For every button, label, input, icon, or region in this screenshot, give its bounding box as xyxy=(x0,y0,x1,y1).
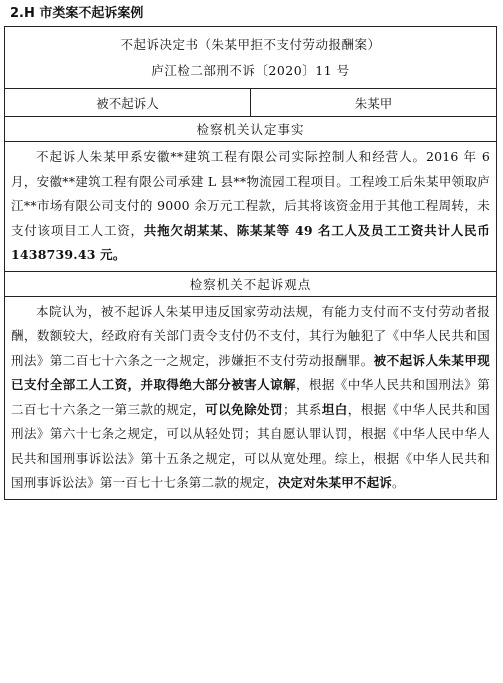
document-title: 不起诉决定书（朱某甲拒不支付劳动报酬案） xyxy=(120,37,381,52)
facts-cell xyxy=(5,142,497,272)
opinion-text-4: ，根据《中华人民共和国刑法》第六十七条之规定，可以从轻处罚；其自愿认罪认罚，根据《中华人民中华人民共和国刑事诉讼法》第十五条之规定，可以从宽处理。综上，根据《中华人民共和国刑事诉讼法》第一百七十七条第二款的规定， xyxy=(11,401,490,490)
defendant-row xyxy=(5,89,497,117)
facts-heading: 检察机关认定事实 xyxy=(5,117,497,142)
defendant-name: 朱某甲 xyxy=(251,89,497,117)
opinion-row xyxy=(5,296,497,499)
opinion-heading: 检察机关不起诉观点 xyxy=(5,271,497,296)
facts-text: 不起诉人朱某甲系安徽**建筑工程有限公司实际控制人和经营人。2016 年 6 月，安徽**建筑工程有限公司承建 L 县**物流园工程项目。工程竣工后朱某甲领取庐江**市场有限公司支付的 9000 余万元工程款，后其将该资金用于其他工程周转，未支付该项目工人工资， xyxy=(11,149,490,238)
facts-paragraph xyxy=(11,145,490,268)
opinion-text-3: ；其系 xyxy=(283,401,322,417)
opinion-text-2: ，根据《中华人民共和国刑法》第二百七十六条之一第三款的规定， xyxy=(11,377,490,417)
opinion-text-1: 本院认为，被不起诉人朱某甲违反国家劳动法规，有能力支付而不支付劳动者报酬，数额较大，经政府有关部门责令支付仍不支付，其行为触犯了《中华人民共和国刑法》第二百七十六条之一之规定，涉嫌拒不支付劳动报酬罪。 xyxy=(11,303,490,368)
opinion-text-end: 。 xyxy=(392,475,405,490)
facts-row xyxy=(5,142,497,272)
facts-bold-text: 共拖欠胡某某、陈某某等 49 名工人及员工工资共计人民币 1438739.43 元。 xyxy=(11,222,490,262)
opinion-cell xyxy=(5,296,497,499)
case-table xyxy=(4,26,497,500)
document-number: 庐江检二部刑不诉〔2020〕11 号 xyxy=(151,63,350,78)
opinion-paragraph xyxy=(11,300,490,496)
title-row xyxy=(5,27,497,89)
opinion-heading-row xyxy=(5,271,497,296)
facts-heading-row xyxy=(5,117,497,142)
opinion-bold-1: 被不起诉人朱某甲现已支付全部工人工资，并取得绝大部分被害人谅解 xyxy=(11,352,490,392)
opinion-bold-3: 坦白 xyxy=(321,401,348,417)
section-heading: 2.H 市类案不起诉案例 xyxy=(10,6,144,21)
defendant-label: 被不起诉人 xyxy=(5,89,251,117)
opinion-bold-2: 可以免除处罚 xyxy=(205,401,283,417)
title-cell xyxy=(5,27,497,89)
opinion-bold-4: 决定对朱某甲不起诉 xyxy=(277,475,393,490)
